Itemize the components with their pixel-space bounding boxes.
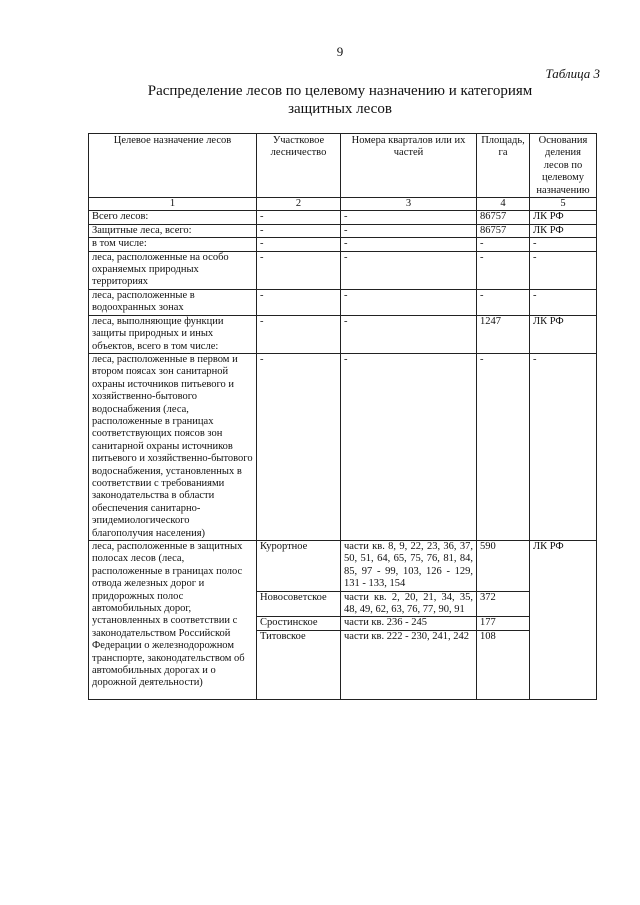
cell-quarters: - (341, 315, 477, 353)
cell-area: - (477, 353, 530, 540)
cell-quarters: - (341, 289, 477, 315)
cell-purpose: леса, расположенные на особо охраняемых природных территориях (89, 251, 257, 289)
cell-purpose: леса, расположенные в первом и втором поясах зон санитарной охраны источников питьевого и хозяйственно-бытового водоснабжения (леса, расположенные в границах соответствующих поясов зон санитарной охраны источников питьевого и хозяйственно-бытового водоснабжения, установленных в соответствии с требованиями законодательства в области обеспечения санитарно-эпидемиологического благополучия населения) (89, 353, 257, 540)
table-row (89, 315, 597, 353)
cell-forestry: - (257, 315, 341, 353)
cell-forestry: - (257, 224, 341, 237)
cell-quarters: - (341, 238, 477, 251)
cell-quarters: части кв. 2, 20, 21, 34, 35, 48, 49, 62, 63, 76, 77, 90, 91 (341, 591, 477, 617)
cell-purpose: в том числе: (89, 238, 257, 251)
table-label: Таблица 3 (545, 66, 600, 81)
cell-forestry: - (257, 238, 341, 251)
forest-distribution-table (88, 133, 597, 700)
cell-quarters: - (341, 353, 477, 540)
document-title: Распределение лесов по целевому назначению и категориям защитных лесов (147, 83, 533, 117)
table-row (89, 211, 597, 224)
cell-quarters: - (341, 224, 477, 237)
cell-purpose-protective-strips: леса, расположенные в защитных полосах лесов (леса, расположенные в границах полос отвода железных дорог и придорожных полос автомобильных дорог, установленных в соответствии с законодательством Российской Федерации о железнодорожном транспорте, законодательством об автомобильных дорогах и о дорожной деятельности) (89, 541, 257, 700)
cell-basis: - (530, 238, 597, 251)
cell-area: - (477, 251, 530, 289)
cell-basis: ЛК РФ (530, 224, 597, 237)
table-row (89, 238, 597, 251)
table-row (89, 251, 597, 289)
cell-forestry: - (257, 251, 341, 289)
header-purpose: Целевое назначение лесов (89, 134, 257, 198)
cell-forestry: Сростинское (257, 617, 341, 630)
cell-forestry: Новосоветское (257, 591, 341, 617)
cell-basis: - (530, 289, 597, 315)
cell-area: 1247 (477, 315, 530, 353)
column-number: 1 (89, 198, 257, 211)
cell-forestry: Курортное (257, 541, 341, 592)
cell-basis: - (530, 251, 597, 289)
cell-quarters: части кв. 236 - 245 (341, 617, 477, 630)
cell-area: 86757 (477, 211, 530, 224)
cell-basis: ЛК РФ (530, 211, 597, 224)
cell-purpose: леса, расположенные в водоохранных зонах (89, 289, 257, 315)
cell-area: 177 (477, 617, 530, 630)
column-number-row (89, 198, 597, 211)
cell-area: 108 (477, 630, 530, 699)
table-row (89, 541, 597, 592)
cell-forestry: - (257, 211, 341, 224)
cell-purpose: Всего лесов: (89, 211, 257, 224)
cell-area: 372 (477, 591, 530, 617)
header-area: Площадь, га (477, 134, 530, 198)
cell-purpose: Защитные леса, всего: (89, 224, 257, 237)
header-basis: Основания деления лесов по целевому назначению (530, 134, 597, 198)
cell-basis-protective-strips: ЛК РФ (530, 541, 597, 700)
cell-forestry: - (257, 289, 341, 315)
cell-forestry: Титовское (257, 630, 341, 699)
cell-area: 590 (477, 541, 530, 592)
cell-quarters: - (341, 251, 477, 289)
cell-purpose: леса, выполняющие функции защиты природных и иных объектов, всего в том числе: (89, 315, 257, 353)
table-row (89, 224, 597, 237)
cell-basis: ЛК РФ (530, 315, 597, 353)
cell-quarters: части кв. 222 - 230, 241, 242 (341, 630, 477, 699)
cell-area: - (477, 238, 530, 251)
cell-forestry: - (257, 353, 341, 540)
column-number: 5 (530, 198, 597, 211)
cell-basis: - (530, 353, 597, 540)
cell-quarters: - (341, 211, 477, 224)
table-row (89, 289, 597, 315)
cell-quarters: части кв. 8, 9, 22, 23, 36, 37, 50, 51, 64, 65, 75, 76, 81, 84, 85, 97 - 99, 103, 126 - 129, 131 - 133, 154 (341, 541, 477, 592)
header-row (89, 134, 597, 198)
cell-area: 86757 (477, 224, 530, 237)
column-number: 4 (477, 198, 530, 211)
table-row (89, 353, 597, 540)
header-quarters: Номера кварталов или их частей (341, 134, 477, 198)
column-number: 2 (257, 198, 341, 211)
header-forestry: Участковое лесничество (257, 134, 341, 198)
page-number: 9 (336, 44, 344, 59)
column-number: 3 (341, 198, 477, 211)
cell-area: - (477, 289, 530, 315)
